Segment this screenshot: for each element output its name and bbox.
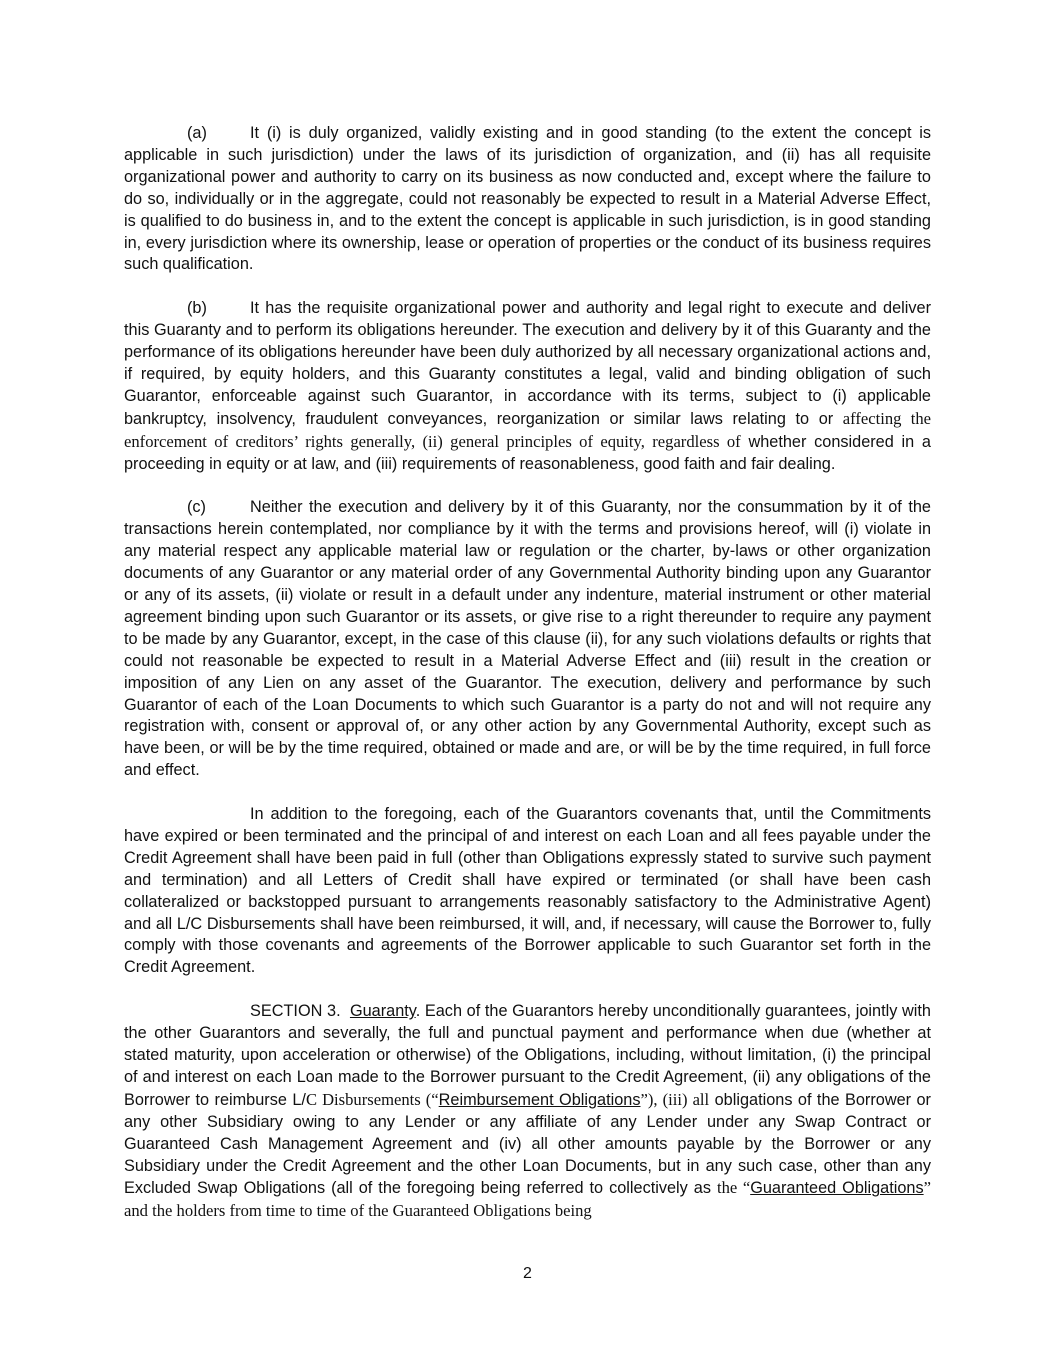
section-3-serif-4: ” and the holders from time to time of the Guaranteed Obligations being <box>124 1178 931 1221</box>
paragraph-a-label: (a) <box>187 124 207 142</box>
paragraph-covenants <box>124 804 931 979</box>
section-3-serif-2: ”), (iii) all <box>640 1089 710 1109</box>
paragraph-b-text-serif: affecting the enforcement of creditors’ rights generally, (ii) general principles of equity, regardless of <box>124 408 931 451</box>
paragraph-section-3 <box>124 1001 931 1223</box>
paragraph-b-text-2: whether considered in a proceeding in equity or at law, and (iii) requirements of reasonableness, good faith and fair dealing. <box>124 432 931 473</box>
paragraph-b-text-1: It has the requisite organizational power and authority and legal right to execute and deliver this Guaranty and to perform its obligations hereunder. The execution and delivery by it of this Guaranty and the performance of its obligations hereunder have been duly authorized by all necessary organizational actions and, if required, by equity holders, and this Guaranty constitutes a legal, valid and binding obligation of such Guarantor, enforceable against such Guarantor, in accordance with its terms, subject to (i) applicable bankruptcy, insolvency, fraudulent conveyances, reorganization or similar laws relating to or <box>124 299 931 428</box>
paragraph-b <box>124 298 931 475</box>
paragraph-b-label: (b) <box>187 299 207 318</box>
term-reimbursement-obligations: Reimbursement Obligations <box>438 1090 641 1109</box>
term-guaranteed-obligations: Guaranteed Obligations <box>750 1179 924 1198</box>
document-page <box>124 123 931 1245</box>
section-3-text-1: . Each of the Guarantors hereby unconditionally guarantees, jointly with the other Guarantors and severally, the full and punctual payment and performance when due (whether at stated maturity, upon acceleration or otherwise) of the Obligations, including, without limitation, (i) the principal of and interest on each Loan made to the Borrower pursuant to the Credit Agreement, (ii) any obligations of the Borrower to reimburse L/ <box>124 1002 931 1109</box>
section-3-text-2: obligations of the Borrower or any other Subsidiary owing to any Lender or any affiliate of any Lender under any Swap Contract or Guaranteed Cash Management Agreement and (iv) all other amounts payable by the Borrower or any Subsidiary under the Credit Agreement and the other Loan Documents, but in any such case, other than any Excluded Swap Obligations (all of the foregoing being referred to collectively as <box>124 1090 931 1198</box>
section-3-title: Guaranty <box>349 1002 416 1021</box>
section-3-serif-3: the “ <box>716 1178 751 1198</box>
paragraph-c <box>124 497 931 782</box>
paragraph-c-text: Neither the execution and delivery by it of this Guaranty, nor the consummation by it of the transactions herein contemplated, nor compliance by it with the terms and provisions hereof, will (i) violate in any material respect any applicable material law or regulation or the charter, by-laws or other organization documents of any Guarantor or any material order of any Governmental Authority binding upon any Guarantor or any of its assets, (ii) violate or result in a default under any indenture, material instrument or other material agreement binding upon such Guarantor or its assets, or give rise to a right thereunder to require any payment to be made by any Guarantor, except, in the case of this clause (ii), for any such violations defaults or rights that could not reasonable be expected to result in a Material Adverse Effect and (iii) result in the creation or imposition of any Lien on any asset of the Guarantor. The execution, delivery and performance by such Guarantor of each of the Loan Documents to which such Guarantor is a party do not and will not require any registration with, consent or approval of, or any other action by any Governmental Authority, except such as have been, or will be by the time required, obtained or made and are, or will be by the time required, in full force and effect. <box>124 498 931 780</box>
page-number: 2 <box>523 1265 532 1282</box>
section-3-heading: SECTION 3. <box>250 1002 341 1021</box>
paragraph-covenants-text: In addition to the foregoing, each of the Guarantors covenants that, until the Commitments have expired or been terminated and the principal of and interest on each Loan and all fees payable under the Credit Agreement shall have been paid in full (other than Obligations expressly stated to survive such payment and termination) and all Letters of Credit shall have expired or terminated (or shall have been cash collateralized or backstopped pursuant to arrangements reasonably satisfactory to the Administrative Agent) and all L/C Disbursements shall have been reimbursed, it will, and, if necessary, will cause the Borrower to, fully comply with those covenants and agreements of the Borrower applicable to such Guarantor set forth in the Credit Agreement. <box>124 805 931 977</box>
section-3-serif-1: C Disbursements (“ <box>305 1089 439 1109</box>
paragraph-c-label: (c) <box>187 498 206 517</box>
paragraph-a <box>124 123 931 276</box>
paragraph-a-text: It (i) is duly organized, validly existing and in good standing (to the extent the concept is applicable in such jurisdiction) under the laws of its jurisdiction of organization, and (ii) has all requisite organizational power and authority to carry on its business as now conducted and, except where the failure to do so, individually or in the aggregate, could not reasonably be expected to result in a Material Adverse Effect, is qualified to do business in, and to the extent the concept is applicable in such jurisdiction, is in good standing in, every jurisdiction where its ownership, lease or operation of properties or the conduct of its business requires such qualification. <box>124 124 931 274</box>
